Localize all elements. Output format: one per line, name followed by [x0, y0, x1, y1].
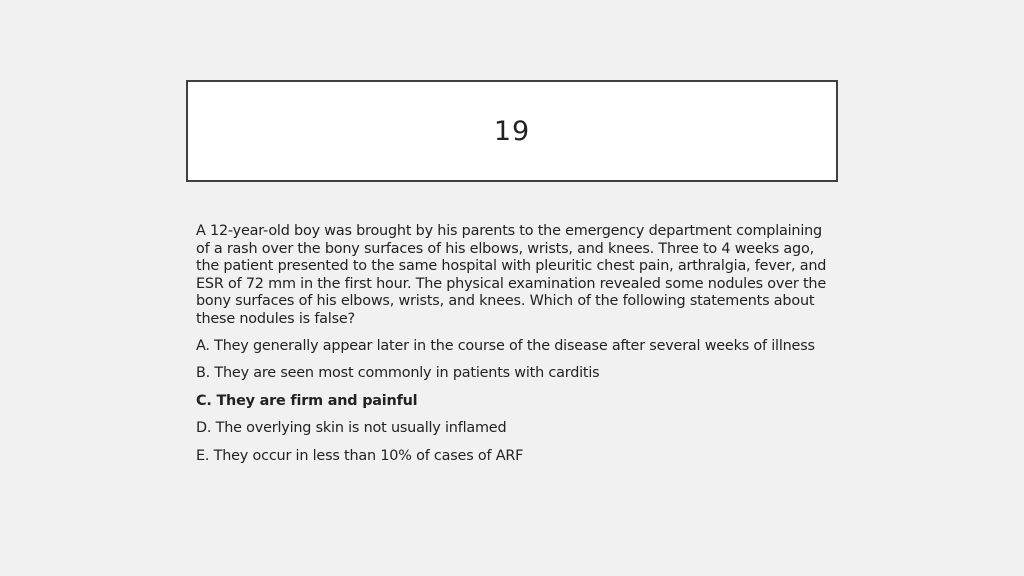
- slide-content: [196, 223, 836, 476]
- option-a: A. They generally appear later in the course of the disease after several weeks of illness: [196, 337, 815, 354]
- option-c: C. They are firm and painful: [196, 392, 418, 409]
- option-e: E. They occur in less than 10% of cases of ARF: [196, 447, 524, 464]
- title-box: [186, 80, 838, 182]
- question-text: A 12-year-old boy was brought by his parents to the emergency department complaining of a rash over the bony surfaces of his elbows, wrists, and knees. Three to 4 weeks ago, the patient presented to the same hospital with pleuritic chest pain, arthralgia, fever, and ESR of 72 mm in the first hour. The physical examination revealed some nodules over the bony surfaces of his elbows, wrists, and knees. Which of the following statements about these nodules is false?: [196, 223, 827, 327]
- option-d: D. The overlying skin is not usually inflamed: [196, 420, 507, 437]
- option-b: B. They are seen most commonly in patients with carditis: [196, 365, 600, 382]
- slide-title: 19: [493, 115, 531, 147]
